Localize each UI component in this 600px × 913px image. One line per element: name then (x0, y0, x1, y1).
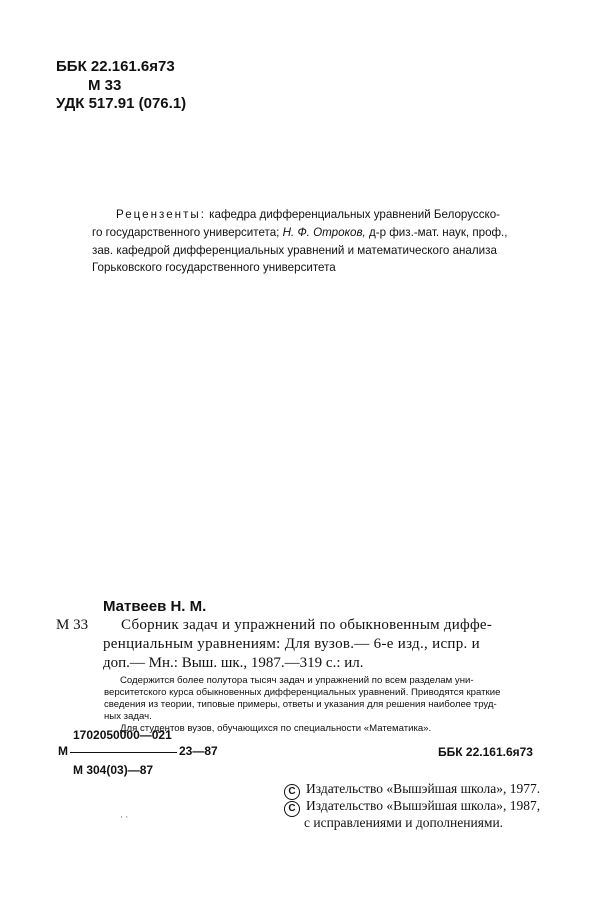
annotation-line-4: ных задач. (104, 711, 152, 722)
entry-line-3: доп.— Мн.: Выш. шк., 1987.—319 с.: ил. (103, 655, 364, 671)
code-denominator-suffix: 23—87 (179, 744, 218, 758)
copyright-line-3: с исправлениями и дополнениями. (304, 815, 504, 830)
entry-author: Матвеев Н. М. (103, 598, 207, 615)
entry-code: М 33 (56, 617, 89, 633)
reviewers-line-4: Горьковского государственного университета (92, 261, 336, 274)
code-numerator: 1702050000—021 (73, 728, 172, 742)
reviewers-line-2a: го государственного университета; (92, 226, 280, 239)
entry-line-1: Сборник задач и упражнений по обыкновенным диффе- (121, 617, 493, 633)
annotation-line-5: Для студентов вузов, обучающихся по специальности «Математика». (120, 723, 432, 734)
bbk-index: ББК 22.161.6я73 (56, 58, 175, 75)
author-mark: М 33 (88, 77, 122, 94)
copyright-icon: C (284, 784, 300, 800)
reviewers-line-1-text: кафедра дифференциальных уравнений Белорусско- (209, 208, 501, 221)
reviewer-name: Н. Ф. Отроков, (282, 226, 366, 239)
code-m-letter: М (58, 744, 68, 758)
fraction-line (70, 752, 177, 753)
copyright-icon: C (284, 801, 300, 817)
code-m304: М 304(03)—87 (73, 763, 154, 777)
reviewers-line-2b: д-р физ.-мат. наук, проф., (368, 226, 508, 239)
reviewers-line-2 (92, 226, 508, 239)
code-bbk: ББК 22.161.6я73 (438, 745, 533, 759)
annotation-line-3: сведения из теории, типовые примеры, ответы и указания для решения наиболее труд- (104, 699, 497, 710)
copyright-text-2: Издательство «Вышэйшая школа», 1987, (306, 798, 541, 813)
reviewers-line-3: зав. кафедрой дифференциальных уравнений и математического анализа (92, 244, 497, 257)
copyright-text-1: Издательство «Вышэйшая школа», 1977. (306, 781, 541, 796)
annotation-line-2: верситетского курса обыкновенных дифференциальных уравнений. Приводятся краткие (104, 687, 501, 698)
annotation-line-1: Содержится более полутора тысяч задач и упражнений по всем разделам уни- (120, 675, 474, 686)
entry-line-2: ренциальным уравнениям: Для вузов.— 6-е изд., испр. и (103, 636, 480, 652)
udk-index: УДК 517.91 (076.1) (56, 95, 187, 112)
reviewers-line-1 (116, 208, 500, 221)
footer-mark: · · (120, 812, 129, 822)
reviewers-label: Рецензенты: (116, 208, 206, 221)
